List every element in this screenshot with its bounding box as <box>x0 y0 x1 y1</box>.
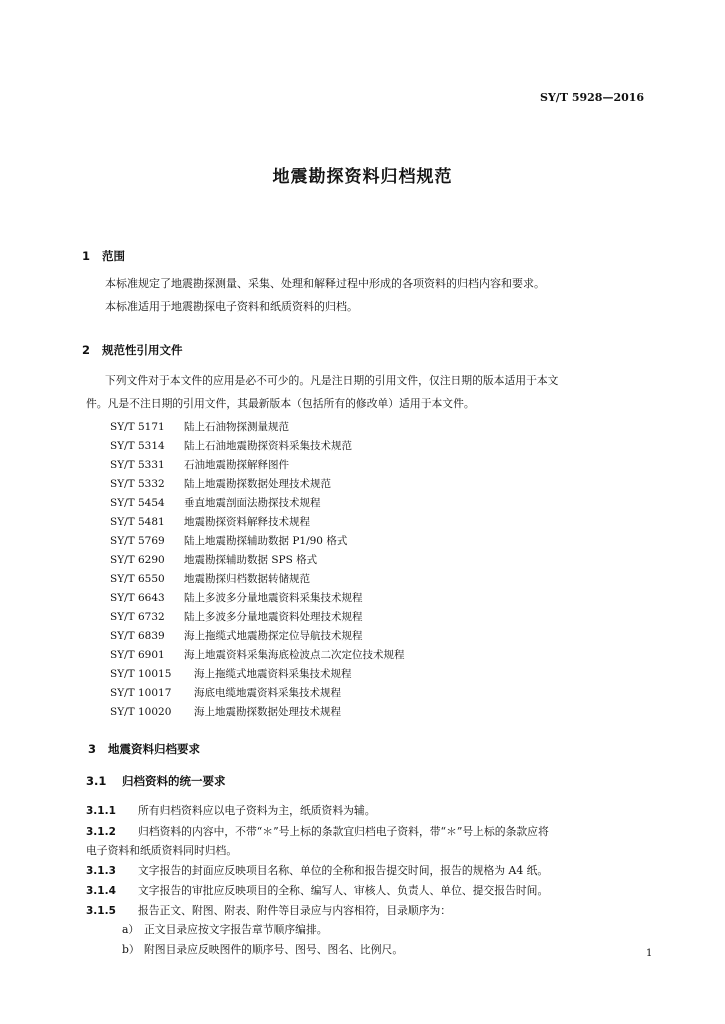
clause-number: 3.1.1 <box>86 805 116 817</box>
section-3-heading <box>88 741 200 757</box>
reference-code: SY/T 5331 <box>110 459 165 471</box>
reference-item <box>110 628 363 643</box>
clause-continuation: 电子资料和纸质资料同时归档。 <box>86 844 238 857</box>
list-marker: a） <box>122 923 140 936</box>
reference-code: SY/T 5314 <box>110 440 165 452</box>
reference-item <box>110 457 289 472</box>
list-text: 附图目录应反映图件的顺序号、图号、图名、比例尺。 <box>144 943 404 956</box>
document-title: 地震勘探资料归档规范 <box>272 167 453 187</box>
reference-item <box>110 533 347 548</box>
reference-title: 陆上多波多分量地震资料处理技术规程 <box>184 611 363 623</box>
list-item <box>122 922 328 937</box>
reference-code: SY/T 10015 <box>110 668 172 680</box>
subsection-number: 3.1 <box>86 774 107 788</box>
reference-title: 陆上地震勘探辅助数据 P1/90 格式 <box>184 535 348 547</box>
section-title: 规范性引用文件 <box>102 343 183 357</box>
reference-code: SY/T 6901 <box>110 649 165 661</box>
section-title: 范围 <box>102 249 125 263</box>
clause-item <box>86 903 451 918</box>
reference-item <box>110 685 341 700</box>
reference-title: 海底电缆地震资料采集技术规程 <box>194 687 341 699</box>
reference-code: SY/T 6290 <box>110 554 165 566</box>
clause-text: 文字报告的封面应反映项目名称、单位的全称和报告提交时间，报告的规格为 A4 纸。 <box>138 864 549 877</box>
reference-item <box>110 666 352 681</box>
reference-title: 地震勘探辅助数据 SPS 格式 <box>184 554 318 566</box>
section-1-paragraph: 本标准规定了地震勘探测量、采集、处理和解释过程中形成的各项资料的归档内容和要求。 <box>105 277 545 290</box>
list-text: 正文目录应按文字报告章节顺序编排。 <box>144 923 328 936</box>
clause-number: 3.1.2 <box>86 826 116 838</box>
reference-item <box>110 495 321 510</box>
clause-number: 3.1.4 <box>86 885 116 897</box>
reference-item <box>110 438 352 453</box>
clause-text: 文字报告的审批应反映项目的全称、编写人、审核人、负责人、单位、提交报告时间。 <box>138 884 549 897</box>
reference-item <box>110 647 405 662</box>
section-1-paragraph: 本标准适用于地震勘探电子资料和纸质资料的归档。 <box>105 300 358 313</box>
reference-title: 陆上多波多分量地震资料采集技术规程 <box>184 592 363 604</box>
reference-code: SY/T 6643 <box>110 592 165 604</box>
page-number: 1 <box>646 948 653 959</box>
clause-text: 所有归档资料应以电子资料为主，纸质资料为辅。 <box>138 804 376 817</box>
reference-title: 海上拖缆式地震勘探定位导航技术规程 <box>184 630 363 642</box>
reference-code: SY/T 10020 <box>110 706 172 718</box>
clause-text: 报告正文、附图、附表、附件等目录应与内容相符，目录顺序为： <box>138 904 452 917</box>
reference-title: 石油地震勘探解释图件 <box>184 459 289 471</box>
section-1-heading <box>82 248 125 264</box>
clause-item <box>86 803 376 818</box>
reference-item <box>110 419 289 434</box>
reference-code: SY/T 6839 <box>110 630 165 642</box>
section-2-intro-line: 下列文件对于本文件的应用是必不可少的。凡是注日期的引用文件，仅注日期的版本适用于本文 <box>105 374 559 387</box>
clause-number: 3.1.5 <box>86 905 116 917</box>
reference-title: 海上地震资料采集海底检波点二次定位技术规程 <box>184 649 405 661</box>
clause-item <box>86 883 548 898</box>
section-number: 1 <box>82 249 91 263</box>
reference-item <box>110 590 363 605</box>
reference-title: 垂直地震剖面法勘探技术规程 <box>184 497 321 509</box>
reference-title: 陆上地震勘探数据处理技术规范 <box>184 478 331 490</box>
clause-text: 归档资料的内容中，不带“＊”号上标的条款宜归档电子资料，带“＊”号上标的条款应将 <box>138 825 549 838</box>
reference-title: 地震勘探归档数据转储规范 <box>184 573 310 585</box>
reference-code: SY/T 6732 <box>110 611 165 623</box>
list-marker: b） <box>122 943 140 956</box>
reference-title: 海上地震勘探数据处理技术规程 <box>194 706 341 718</box>
reference-code: SY/T 6550 <box>110 573 165 585</box>
reference-item <box>110 514 310 529</box>
reference-item <box>110 704 341 719</box>
clause-item <box>86 824 549 839</box>
section-2-intro-line: 件。凡是不注日期的引用文件，其最新版本（包括所有的修改单）适用于本文件。 <box>86 397 475 410</box>
subsection-3-1-heading <box>86 773 226 789</box>
reference-code: SY/T 5171 <box>110 421 165 433</box>
section-2-heading <box>82 342 183 358</box>
reference-item <box>110 552 317 567</box>
reference-code: SY/T 5481 <box>110 516 165 528</box>
reference-title: 陆上石油地震勘探资料采集技术规范 <box>184 440 352 452</box>
reference-title: 海上拖缆式地震资料采集技术规程 <box>194 668 352 680</box>
reference-code: SY/T 5769 <box>110 535 165 547</box>
section-number: 2 <box>82 343 91 357</box>
reference-code: SY/T 5332 <box>110 478 165 490</box>
clause-number: 3.1.3 <box>86 865 116 877</box>
reference-item <box>110 571 310 586</box>
clause-item <box>86 863 548 878</box>
list-item <box>122 942 403 957</box>
reference-item <box>110 609 363 624</box>
section-number: 3 <box>88 742 97 756</box>
reference-item <box>110 476 331 491</box>
reference-title: 陆上石油物探测量规范 <box>184 421 289 433</box>
reference-code: SY/T 5454 <box>110 497 165 509</box>
standard-code: SY/T 5928—2016 <box>540 91 645 104</box>
reference-code: SY/T 10017 <box>110 687 172 699</box>
subsection-title: 归档资料的统一要求 <box>122 774 226 788</box>
reference-title: 地震勘探资料解释技术规程 <box>184 516 310 528</box>
section-title: 地震资料归档要求 <box>108 742 200 756</box>
